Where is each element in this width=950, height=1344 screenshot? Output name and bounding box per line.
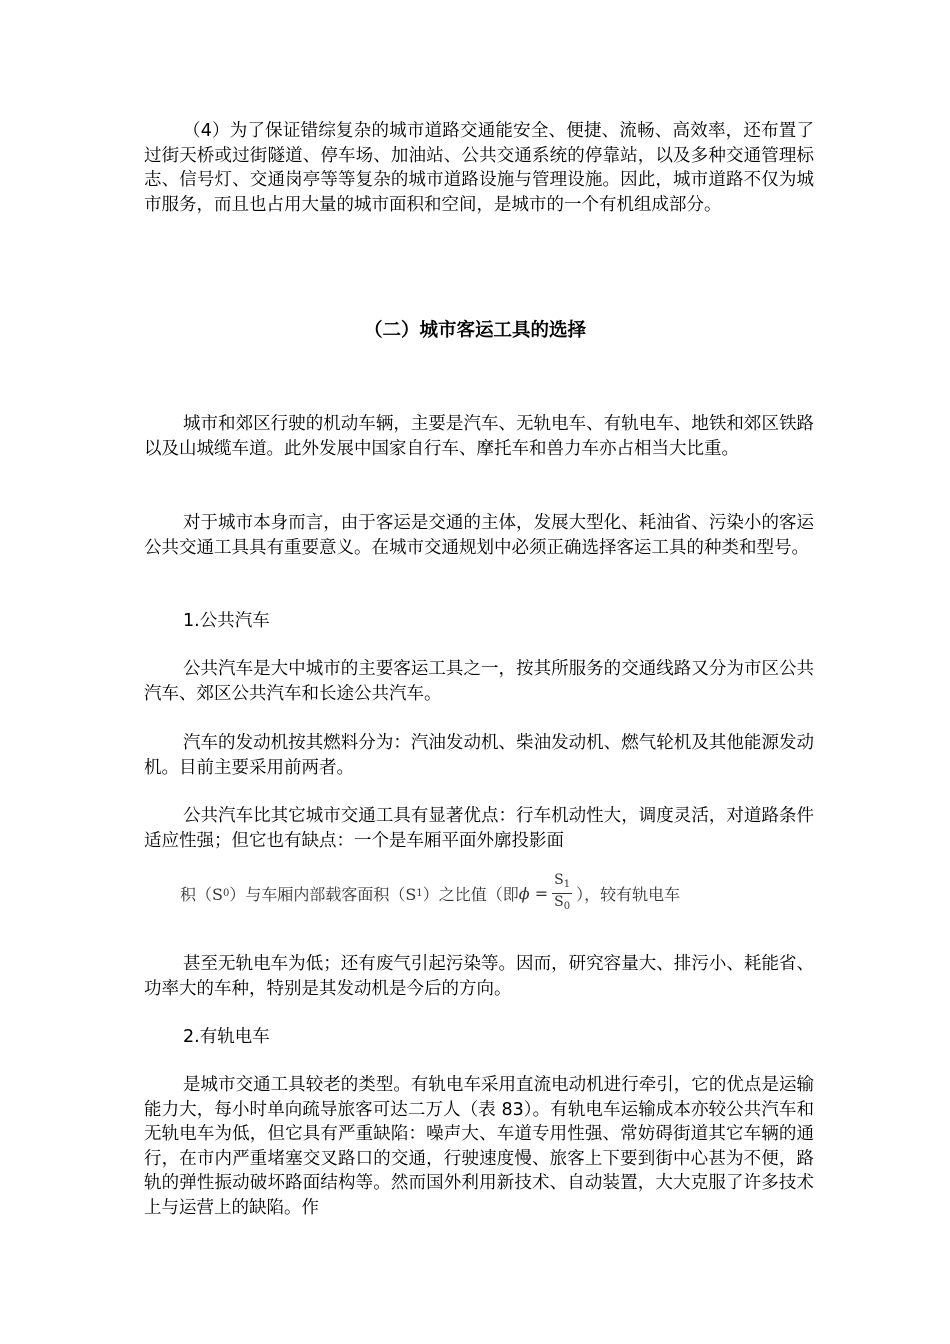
formula-fraction xyxy=(552,872,572,915)
formula-line xyxy=(180,872,680,915)
numerator-sub: 1 xyxy=(563,879,571,890)
formula-sub-1: 1 xyxy=(416,888,423,899)
paragraph-tram: 是城市交通工具较老的类型。有轨电车采用直流电动机进行牵引，它的优点是运输能力大，每小时单向疏导旅客可达二万人（表 83）。有轨电车运输成本亦较公共汽车和无轨电车为低，但它具有严重缺陷：噪声大、车道专用性强、常妨碍街道其它车辆的通行，在市内严重堵塞交叉路口的交通，行驶速度慢、旅客上下要到街中心甚为不便，路轨的弹性振动破坏路面结构等。然而国外利用新技术、自动装置，大大克服了许多技术上与运营上的缺陷。作 xyxy=(144,1075,814,1218)
formula-phi: ϕ = xyxy=(518,884,549,903)
paragraph-public-transport: 对于城市本身而言，由于客运是交通的主体，发展大型化、耗油省、污染小的客运公共交通工具具有重要意义。在城市交通规划中必须正确选择客运工具的种类和型号。 xyxy=(144,513,814,558)
fraction-denominator xyxy=(552,894,572,915)
paragraph-bus-future: 甚至无轨电车为低；还有废气引起污染等。因而，研究容量大、排污小、耗能省、功率大的车种，特别是其发动机是今后的方向。 xyxy=(144,954,814,999)
subheading-bus: 1.公共汽车 xyxy=(183,611,270,631)
formula-text-3: ）之比值（即 xyxy=(422,885,519,904)
section-heading: （二）城市客运工具的选择 xyxy=(363,320,586,341)
formula-text-4: ），较有轨电车 xyxy=(576,885,681,904)
paragraph-road-facilities: （4）为了保证错综复杂的城市道路交通能安全、便捷、流畅、高效率，还布置了过街天桥或过街隧道、停车场、加油站、公共交通系统的停靠站，以及多种交通管理标志、信号灯、交通岗亭等等复杂的城市道路设施与管理设施。因此，城市道路不仅为城市服务，而且也占用大量的城市面积和空间，是城市的一个有机组成部分。 xyxy=(144,121,814,215)
paragraph-bus-pros-cons: 公共汽车比其它城市交通工具有显著优点：行车机动性大，调度灵活，对道路条件适应性强；但它也有缺点：一个是车厢平面外廓投影面 xyxy=(144,806,814,851)
denominator-symbol: S xyxy=(554,894,564,910)
paragraph-bus-engines: 汽车的发动机按其燃料分为：汽油发动机、柴油发动机、燃气轮机及其他能源发动机。目前主要采用前两者。 xyxy=(144,733,814,778)
subheading-tram: 2.有轨电车 xyxy=(183,1027,270,1047)
denominator-sub: 0 xyxy=(563,901,571,912)
formula-text-1: 积（S xyxy=(180,885,223,904)
paragraph-bus-intro: 公共汽车是大中城市的主要客运工具之一，按其所服务的交通线路又分为市区公共汽车、郊区公共汽车和长途公共汽车。 xyxy=(144,659,814,704)
numerator-symbol: S xyxy=(554,872,564,888)
formula-text-2: ）与车厢内部载客面积（S xyxy=(229,885,417,904)
formula-sub-0: 0 xyxy=(222,888,230,899)
fraction-numerator xyxy=(552,872,572,894)
paragraph-vehicles: 城市和郊区行驶的机动车辆，主要是汽车、无轨电车、有轨电车、地铁和郊区铁路以及山城缆车道。此外发展中国家自行车、摩托车和兽力车亦占相当大比重。 xyxy=(144,414,814,459)
